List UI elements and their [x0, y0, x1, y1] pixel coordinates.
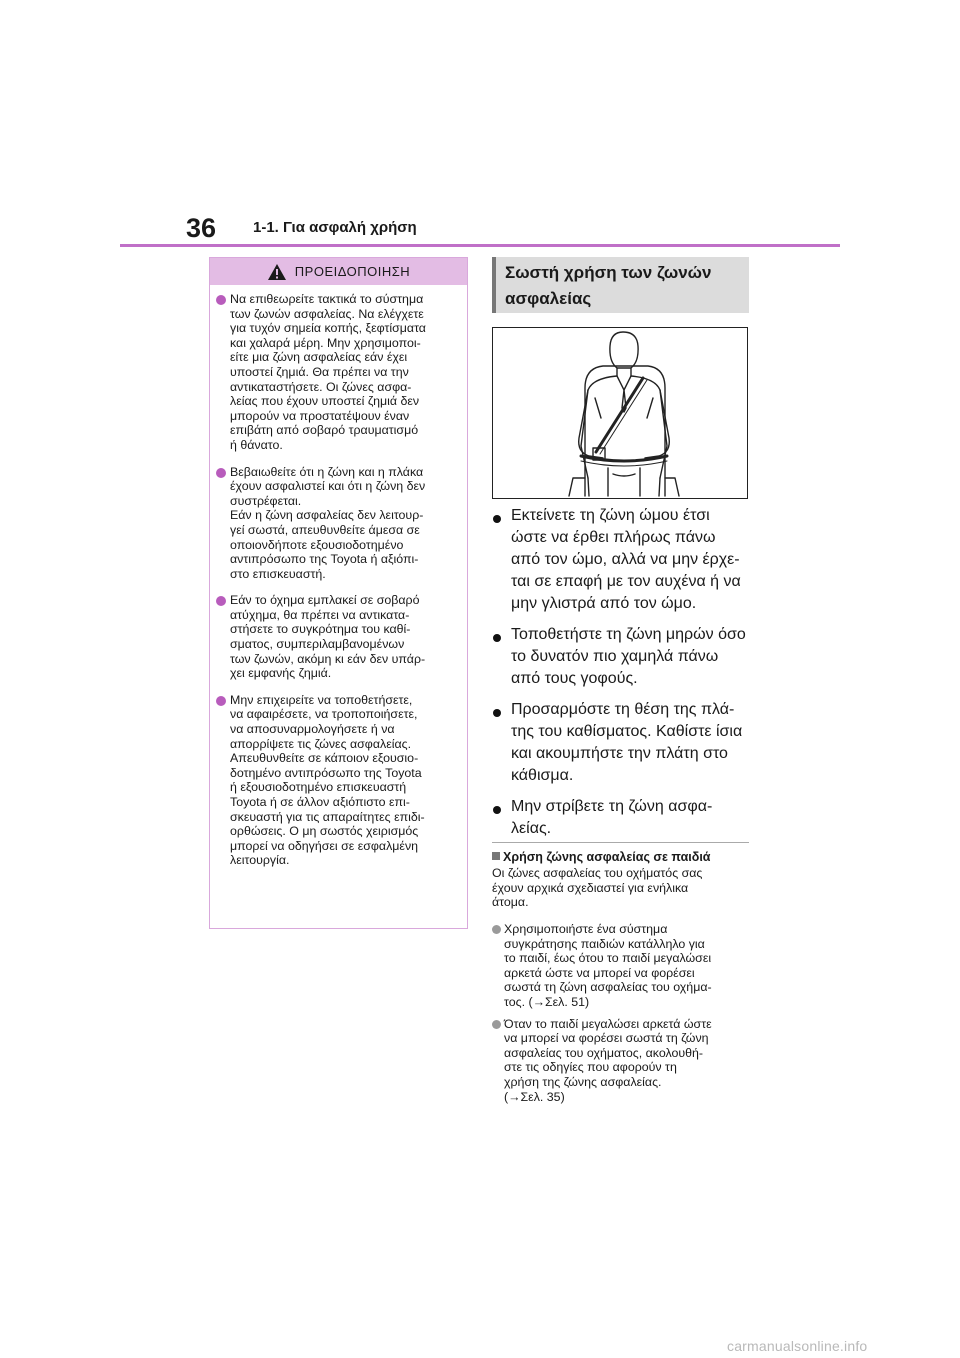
warning-item	[216, 465, 461, 582]
bullet-dot-icon	[493, 709, 501, 717]
subsection-intro: Οι ζώνες ασφαλείας του οχήματός σας έχουν αρχικά σχεδιαστεί για ενήλικα άτομα.	[492, 866, 703, 909]
section-heading: Σωστή χρήση των ζωνών ασφαλείας	[505, 263, 712, 308]
list-item-text: Μην στρίβετε τη ζώνη ασφα- λείας.	[511, 798, 713, 837]
list-item	[492, 796, 762, 840]
children-list	[492, 922, 760, 1111]
page-number: 36	[186, 213, 217, 243]
subsection-heading-text: Χρήση ζώνης ασφαλείας σε παιδιά	[503, 850, 711, 864]
list-item-text: Τοποθετήστε τη ζώνη μηρών όσο το δυνατόν πιο χαμηλά πάνω από τους γοφούς.	[511, 626, 746, 687]
section-title: 1-1. Για ασφαλή χρήση	[253, 219, 417, 236]
list-item-text: Όταν το παιδί μεγαλώσει αρκετά ώστε να μπορεί να φορέσει σωστά τη ζώνη ασφαλείας του οχήματος, ακολουθή- στε τις οδηγίες που αφορούν τη χρήση της ζώνης ασφαλείας. (→Σελ. 35)	[504, 1016, 712, 1104]
warning-item-text: Μην επιχειρείτε να τοποθετήσετε, να αφαιρέσετε, να τροποποιήσετε, να αποσυναρμολογήσετε ή να απορρίψετε τις ζώνες ασφαλείας. Απευθυνθείτε σε κάποιον εξουσιο- δοτημένο αντιπρόσωπο της Toyota ή εξουσιοδοτημένο επισκευαστή Toyota ή σε άλλον αξιόπιστο επι- σκευαστή για τις απαραίτητες επιδι- ορθώσεις. Ο μη σωστός χειρισμός μπορεί να οδηγήσει σε εσφαλμένη λειτουργία.	[230, 692, 425, 868]
warning-item	[216, 693, 461, 868]
list-item-text: Εκτείνετε τη ζώνη ώμου έτσι ώστε να έρθει πλήρως πάνω από τον ώμο, αλλά να μην έρχε- ται σε επαφή με τον αυχένα ή να μην γλιστρά από τον ώμο.	[511, 507, 741, 612]
list-item	[492, 505, 762, 615]
header-rule	[120, 244, 840, 247]
seatbelt-instructions-list	[492, 505, 762, 849]
bullet-dot-icon	[216, 596, 226, 606]
list-item-text: Προσαρμόστε τη θέση της πλά- της του καθίσματος. Καθίστε ίσια και ακουμπήστε την πλάτη στο κάθισμα.	[511, 701, 743, 784]
warning-item	[216, 593, 461, 681]
warning-title: ΠΡΟΕΙΔΟΠΟΙΗΣΗ	[294, 264, 411, 279]
bullet-dot-icon	[216, 295, 226, 305]
warning-list	[210, 285, 467, 868]
bullet-dot-icon	[492, 925, 501, 934]
bullet-dot-icon	[216, 696, 226, 706]
bullet-dot-icon	[493, 806, 501, 814]
subsection-divider	[492, 842, 749, 843]
list-item	[492, 624, 762, 690]
section-heading-box	[492, 257, 749, 313]
warning-item-text: Βεβαιωθείτε ότι η ζώνη και η πλάκα έχουν ασφαλιστεί και ότι η ζώνη δεν συστρέφεται. Εάν η ζώνη ασφαλείας δεν λειτουρ- γεί σωστά, απευθυνθείτε άμεσα σε οποιονδήποτε εξουσιοδοτημένο αντιπρόσωπο της Toyota ή αξιόπι- στο επισκευαστή.	[230, 464, 426, 581]
bullet-dot-icon	[493, 515, 501, 523]
seated-person-icon	[493, 328, 746, 497]
warning-item-text: Εάν το όχημα εμπλακεί σε σοβαρό ατύχημα, θα πρέπει να αντικατα- στήσετε το συγκρότημα του καθί- σματος, συμπεριλαμβανομένων των ζωνών, ακόμη κι εάν δεν υπάρ- χει εμφανής ζημιά.	[230, 593, 426, 681]
bullet-dot-icon	[492, 1020, 501, 1029]
bullet-dot-icon	[493, 634, 501, 642]
warning-box	[209, 257, 468, 929]
warning-header	[210, 258, 467, 285]
watermark: carmanualsonline.info	[727, 1338, 868, 1354]
warning-item-text: Να επιθεωρείτε τακτικά το σύστημα των ζωνών ασφαλείας. Να ελέγχετε για τυχόν σημεία κοπής, ξεφτίσματα και χαλαρά μέρη. Μην χρησιμοποι- είτε μια ζώνη ασφαλείας εάν έχει υποστεί ζημιά. Θα πρέπει να την αντικαταστήσετε. Οι ζώνες ασφα- λείας που έχουν υποστεί ζημιά δεν μπορούν να προστατέψουν έναν επιβάτη από σοβαρό τραυματισμό ή θάνατο.	[230, 292, 426, 452]
list-item	[492, 699, 762, 787]
list-item	[492, 1017, 760, 1105]
list-item	[492, 922, 760, 1010]
list-item-text: Χρησιμοποιήστε ένα σύστημα συγκράτησης παιδιών κατάλληλο για το παιδί, έως ότου το παιδί μεγαλώσει αρκετά ώστε να μπορεί να φορέσει σωστά τη ζώνη ασφαλείας του οχήμα- τος. (→Σελ. 51)	[504, 922, 712, 1009]
warning-triangle-icon	[267, 263, 287, 281]
seatbelt-illustration	[492, 327, 748, 499]
square-bullet-icon	[492, 852, 500, 860]
subsection-heading	[492, 849, 762, 865]
warning-item	[216, 292, 461, 453]
bullet-dot-icon	[216, 468, 226, 478]
